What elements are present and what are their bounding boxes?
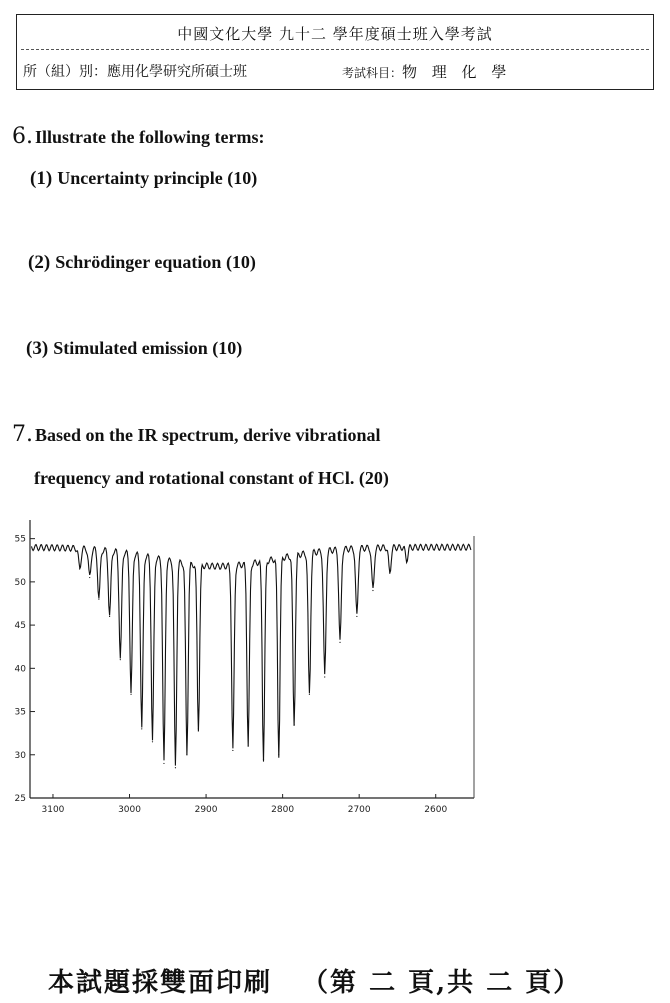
absorption-peak xyxy=(152,741,153,742)
absorption-peak xyxy=(339,642,340,643)
question-6-item-2 xyxy=(28,252,256,274)
department-line xyxy=(23,61,247,81)
question-7-text-1: Based on the IR spectrum, derive vibrational xyxy=(35,425,381,445)
absorption-peak xyxy=(324,676,325,677)
item-1-text: Uncertainty principle (10) xyxy=(57,168,258,188)
absorption-peak xyxy=(389,573,390,574)
absorption-peak xyxy=(406,560,407,561)
x-tick-label: 2600 xyxy=(424,805,448,815)
subject-label: 考試科目： xyxy=(342,66,403,80)
absorption-peak xyxy=(356,616,357,617)
absorption-peak xyxy=(120,659,121,660)
y-tick-label: 55 xyxy=(14,534,26,545)
x-tick-label: 2700 xyxy=(347,805,371,815)
x-tick-label: 3000 xyxy=(118,805,141,815)
department-value: 應用化學研究所碩士班 xyxy=(107,64,247,80)
absorption-peak xyxy=(309,694,310,695)
question-7-number: 7. xyxy=(12,422,33,447)
y-tick-label: 45 xyxy=(14,621,26,632)
header-divider xyxy=(21,49,649,50)
question-7-line-1 xyxy=(12,422,381,447)
exam-header xyxy=(16,14,654,90)
page-indicator: （第 二 頁,共 二 頁） xyxy=(302,968,582,998)
absorption-peak xyxy=(248,746,249,747)
absorption-peak xyxy=(186,754,187,755)
x-tick-label: 3100 xyxy=(41,805,65,815)
department-label: 所（組）別： xyxy=(23,64,107,80)
absorption-peak xyxy=(372,590,373,591)
question-7-line-2 xyxy=(34,468,389,489)
item-2-number: (2) xyxy=(28,252,51,273)
y-tick-label: 30 xyxy=(14,750,26,761)
question-7-text-2: frequency and rotational constant of HCl. (20) xyxy=(34,468,389,488)
absorption-peak xyxy=(278,754,279,755)
absorption-peak xyxy=(79,568,80,569)
absorption-peak xyxy=(198,728,199,729)
absorption-peak xyxy=(109,616,110,617)
y-tick-label: 35 xyxy=(14,707,26,718)
exam-title: 中國文化大學 九十二 學年度碩士班入學考試 xyxy=(177,25,493,43)
y-tick-label: 40 xyxy=(14,664,26,675)
ir-spectrum-chart xyxy=(0,510,500,830)
question-6-title: Illustrate the following terms: xyxy=(35,127,265,147)
footer-note xyxy=(48,962,581,999)
question-6-heading xyxy=(12,124,264,149)
absorption-peak xyxy=(130,694,131,695)
question-6-item-3 xyxy=(26,338,242,360)
absorption-peak xyxy=(141,728,142,729)
spectrum-trace xyxy=(32,544,471,765)
absorption-peak xyxy=(294,724,295,725)
absorption-peak xyxy=(232,750,233,751)
absorption-peak xyxy=(263,758,264,759)
absorption-peak xyxy=(175,767,176,768)
item-3-text: Stimulated emission (10) xyxy=(53,338,243,358)
item-2-text: Schrödinger equation (10) xyxy=(55,252,256,272)
absorption-peak xyxy=(98,599,99,600)
y-tick-label: 25 xyxy=(14,794,26,804)
absorption-peak xyxy=(89,577,90,578)
absorption-peak xyxy=(163,763,164,764)
x-tick-label: 2900 xyxy=(194,805,218,815)
item-1-number: (1) xyxy=(30,168,53,189)
subject-value: 物 理 化 學 xyxy=(402,63,512,81)
subject-line xyxy=(342,61,511,82)
question-6-number: 6. xyxy=(12,124,33,149)
x-tick-label: 2800 xyxy=(271,805,295,815)
question-6-item-1 xyxy=(30,168,257,190)
item-3-number: (3) xyxy=(26,338,49,359)
y-tick-label: 50 xyxy=(14,577,26,588)
print-note: 本試題採雙面印刷 xyxy=(48,968,273,998)
